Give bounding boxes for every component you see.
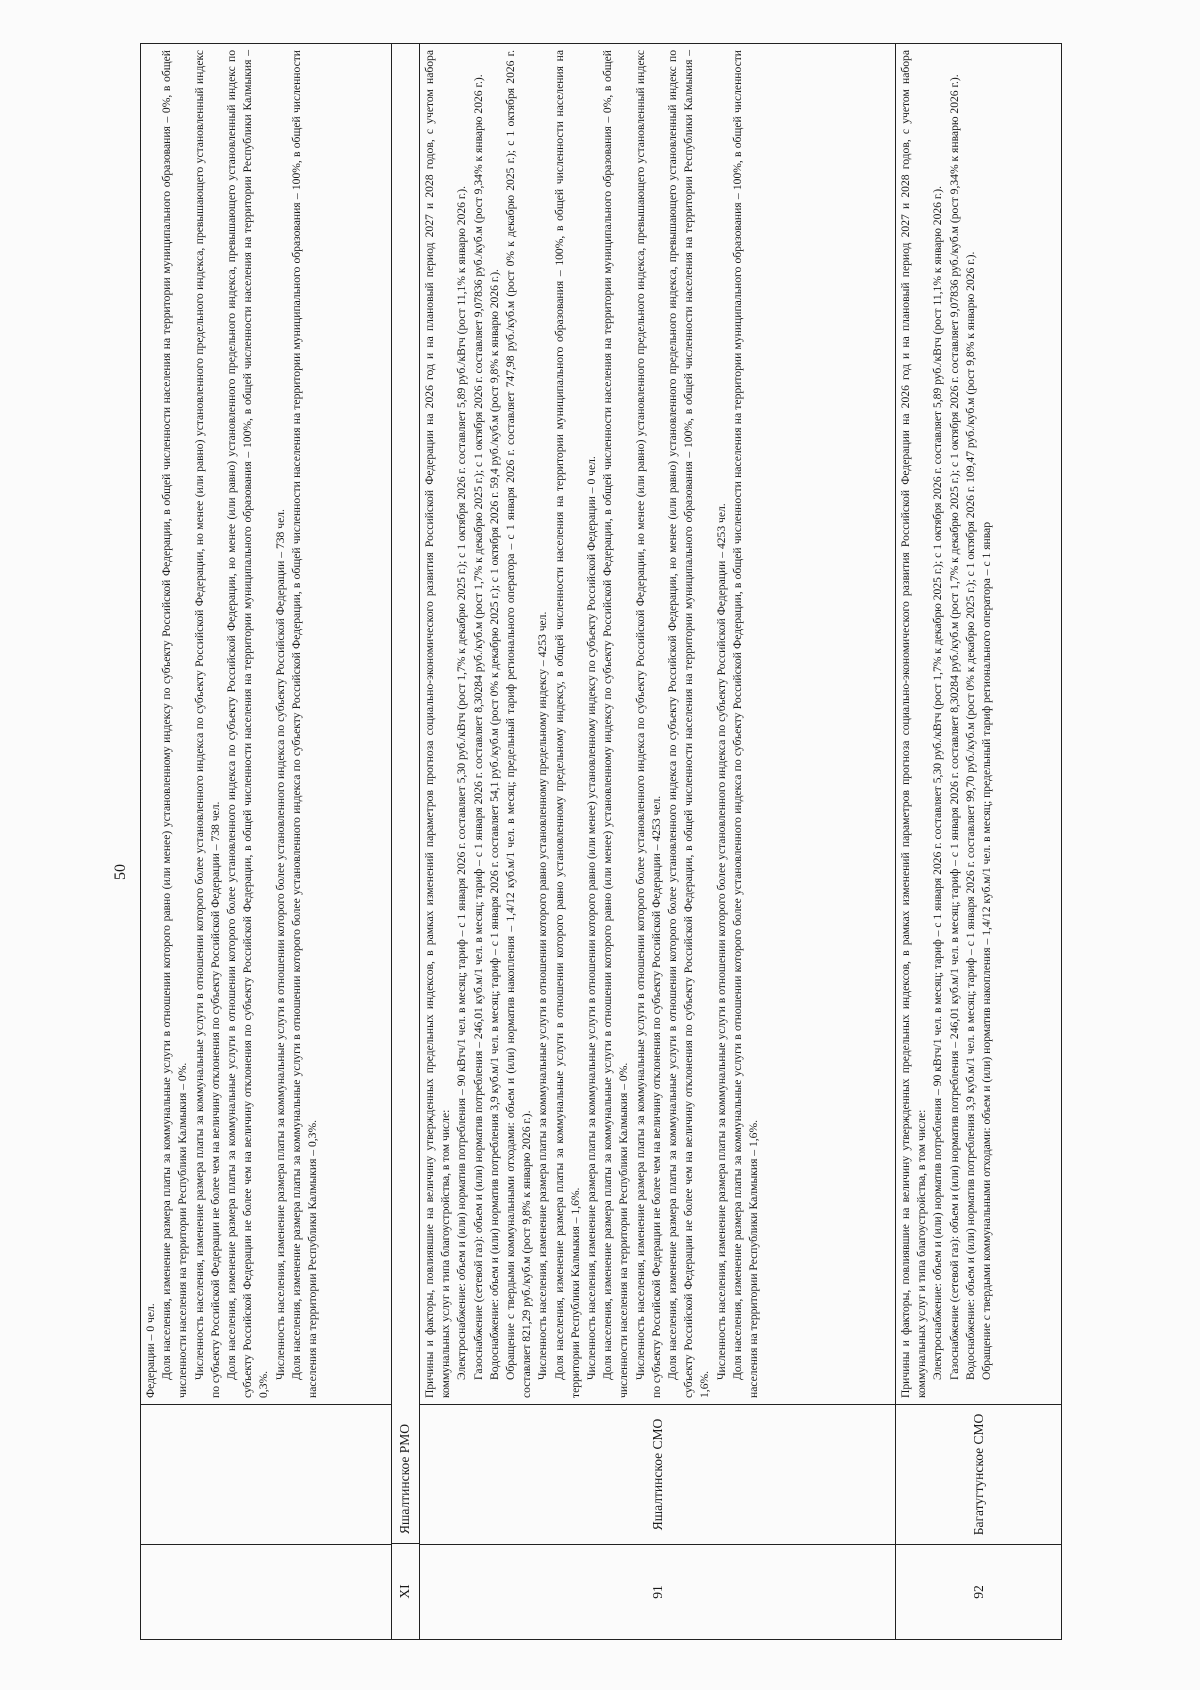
cell-name bbox=[896, 1404, 1061, 1544]
cell-name bbox=[141, 1404, 391, 1544]
paragraph: Газоснабжение (сетевой газ): объем и (или) норматив потребления – 246,01 куб.м/1 чел. в месяц; тариф – с 1 января 2026 г. составляет 8,30284 руб./куб.м (рост 1,7% к декабрю 2025 г.); с 1 октября 2026 г. составляет 9,07836 руб./куб.м (рост 9,34% к январю 2026 г.). bbox=[947, 74, 961, 1380]
paragraph: Численность населения, изменение размера платы за коммунальные услуги в отношении которого более установленного индекса по субъекту Российской Федерации, но менее (или равно) установленного предельного индекса, превышающего установленный индекс по субъекту Российской Федерации не более чем на величину отклонения по субъекту Российской Федерации – 738 чел. bbox=[192, 50, 222, 1398]
page-number: 50 bbox=[112, 864, 129, 880]
paragraph: Доля населения, изменение размера платы за коммунальные услуги в отношении которого равно (или менее) установленному индексу по субъекту Российской Федерации, в общей численности населения на территории муниципального образования – 0%, в общей численности населения на территории Республики Калмыкия – 0%. bbox=[160, 50, 190, 1398]
cell-number bbox=[420, 1544, 895, 1639]
cell-text bbox=[141, 44, 391, 1404]
paragraph: Газоснабжение (сетевой газ): объем и (или) норматив потребления – 246,01 куб.м/1 чел. в месяц; тариф – с 1 января 2026 г. составляет 8,30284 руб./куб.м (рост 1,7% к декабрю 2025 г.); с 1 октября 2026 г. составляет 9,07836 руб./куб.м (рост 9,34% к январю 2026 г.). bbox=[471, 74, 485, 1380]
paragraph: Водоснабжение: объем и (или) норматив потребления 3,9 куб.м/1 чел. в месяц; тариф – с 1 января 2026 г. составляет 99,70 руб./куб.м (рост 0% к декабрю 2025 г.); с 1 октября 2026 г. 109,47 руб./куб.м (рост 9,8% к январю 2026 г.). bbox=[963, 251, 977, 1380]
cell-number bbox=[141, 1544, 391, 1639]
paragraph: Доля населения, изменение размера платы за коммунальные услуги в отношении которого более установленного индекса по субъекту Российской Федерации, но менее (или равно) установленного предельного индекса, превышающего установленный индекс по субъекту Российской Федерации не более чем на величину отклонения по субъекту Российской Федерации, в общей численности населения на территории муниципального образования – 100%, в общей численности населения на территории Республики Калмыкия – 0,3%. bbox=[225, 50, 271, 1398]
paragraph: Причины и факторы, повлиявшие на величину утвержденных предельных индексов, в рамках изменений параметров прогноза социально-экономического развития Российской Федерации на 2026 год и на плановый период 2027 и 2028 годов, с учетом набора коммунальных услуг и типа благоустройства, в том числе: bbox=[899, 50, 929, 1398]
paragraph: Численность населения, изменение размера платы за коммунальные услуги в отношении которого равно (или менее) установленному индексу по субъекту Российской Федерации – 0 чел. bbox=[585, 456, 599, 1380]
cell-text bbox=[896, 44, 1061, 1404]
column-divider bbox=[392, 1543, 419, 1544]
municipality-name: Яшалтинское СМО bbox=[649, 1418, 665, 1531]
paragraph: Доля населения, изменение размера платы за коммунальные услуги в отношении которого равно (или менее) установленному индексу по субъекту Российской Федерации, в общей численности населения на территории муниципального образования – 0%, в общей численности населения на территории Республики Калмыкия – 0%. bbox=[601, 50, 631, 1398]
index-table bbox=[140, 43, 1062, 1640]
row-number: 91 bbox=[649, 1585, 665, 1599]
paragraph: Численность населения, изменение размера платы за коммунальные услуги в отношении которого более установленного индекса по субъекту Российской Федерации, но менее (или равно) установленного предельного индекса, превышающего установленный индекс по субъекту Российской Федерации не более чем на величину отклонения по субъекту Российской Федерации – 4253 чел. bbox=[633, 50, 663, 1398]
section-number: XI bbox=[397, 1584, 412, 1599]
paragraph: Электроснабжение: объем и (или) норматив потребления – 90 кВтч/1 чел. в месяц; тариф – с 1 января 2026 г. составляет 5,30 руб./кВтч (рост 1,7% к декабрю 2025 г.); с 1 октября 2026 г. составляет 5,89 руб./кВтч (рост 11,1% к январю 2026 г.). bbox=[931, 186, 945, 1380]
paragraph: Доля населения, изменение размера платы за коммунальные услуги в отношении которого более установленного индекса по субъекту Российской Федерации, но менее (или равно) установленного предельного индекса, превышающего установленный индекс по субъекту Российской Федерации не более чем на величину отклонения по субъекту Российской Федерации, в общей численности населения на территории муниципального образования – 100%, в общей численности населения на территории Республики Калмыкия – 1,6%. bbox=[666, 50, 712, 1398]
row-number: 92 bbox=[970, 1585, 986, 1599]
table-row bbox=[895, 44, 1061, 1639]
cell-number bbox=[896, 1544, 1061, 1639]
paragraph: Доля населения, изменение размера платы за коммунальные услуги в отношении которого более установленного индекса по субъекту Российской Федерации, в общей численности населения на территории муниципального образования – 100%, в общей численности населения на территории Республики Калмыкия – 1,6%. bbox=[730, 50, 761, 1398]
cell-body bbox=[896, 44, 997, 1404]
paragraph: Численность населения, изменение размера платы за коммунальные услуги в отношении которого более установленного индекса по субъекту Российской Федерации – 738 чел. bbox=[273, 509, 287, 1380]
paragraph: Численность населения, изменение размера платы за коммунальные услуги в отношении которого более установленного индекса по субъекту Российской Федерации – 4253 чел. bbox=[714, 503, 728, 1380]
paragraph: Обращение с твердыми коммунальными отходами: объем и (или) норматив накопления – 1,4/12 куб.м/1 чел. в месяц; предельный тариф регионального оператора – с 1 январ bbox=[980, 521, 994, 1380]
table-row bbox=[419, 44, 895, 1639]
paragraph: Обращение с твердыми коммунальными отходами: объем и (или) норматив накопления – 1,4/12 куб.м/1 чел. в месяц; предельный тариф регионального оператора – с 1 января 2026 г. составляет 747,98 руб./куб.м (рост 0% к декабрю 2025 г.); с 1 октября 2026 г. составляет 821,29 руб./куб.м (рост 9,8% к январю 2026 г.). bbox=[504, 50, 534, 1398]
cell-body bbox=[141, 44, 323, 1404]
cell-name bbox=[420, 1404, 895, 1544]
section-row bbox=[391, 44, 419, 1639]
paragraph: Электроснабжение: объем и (или) норматив потребления – 90 кВтч/1 чел. в месяц; тариф – с 1 января 2026 г. составляет 5,30 руб./кВтч (рост 1,7% к декабрю 2025 г.); с 1 октября 2026 г. составляет 5,89 руб./кВтч (рост 11,1% к январю 2026 г.). bbox=[455, 186, 469, 1380]
table-row-continuation bbox=[141, 44, 391, 1639]
paragraph: Доля населения, изменение размера платы за коммунальные услуги в отношении которого равно установленному предельному индексу, в общей численности населения на территории муниципального образования – 100%, в общей численности населения на территории Республики Калмыкия – 1,6%. bbox=[552, 50, 582, 1398]
paragraph: Причины и факторы, повлиявшие на величину утвержденных предельных индексов, в рамках изменений параметров прогноза социально-экономического развития Российской Федерации на 2026 год и на плановый период 2027 и 2028 годов, с учетом набора коммунальных услуг и типа благоустройства, в том числе: bbox=[423, 50, 453, 1398]
paragraph: Федерации – 0 чел. bbox=[144, 1303, 157, 1398]
cell-body bbox=[420, 44, 764, 1404]
paragraph: Водоснабжение: объем и (или) норматив потребления 3,9 куб.м/1 чел. в месяц; тариф – с 1 января 2026 г. составляет 54,1 руб./куб.м (рост 0% к декабрю 2025 г.); с 1 октября 2026 г. 59,4 руб./куб.м (рост 9,8% к январю 2026 г.). bbox=[487, 269, 501, 1380]
municipality-name: Багатугтунское СМО bbox=[970, 1413, 986, 1536]
cell-text bbox=[420, 44, 895, 1404]
paragraph: Доля населения, изменение размера платы за коммунальные услуги в отношении которого более установленного индекса по субъекту Российской Федерации, в общей численности населения на территории муниципального образования – 100%, в общей численности населения на территории Республики Калмыкия – 0,3%. bbox=[289, 50, 320, 1398]
section-name: Яшалтинское РМО bbox=[397, 1423, 412, 1534]
rotated-sheet bbox=[100, 35, 1100, 1660]
paragraph: Численность населения, изменение размера платы за коммунальные услуги в отношении которого равно установленному предельному индексу – 4253 чел. bbox=[536, 611, 550, 1380]
